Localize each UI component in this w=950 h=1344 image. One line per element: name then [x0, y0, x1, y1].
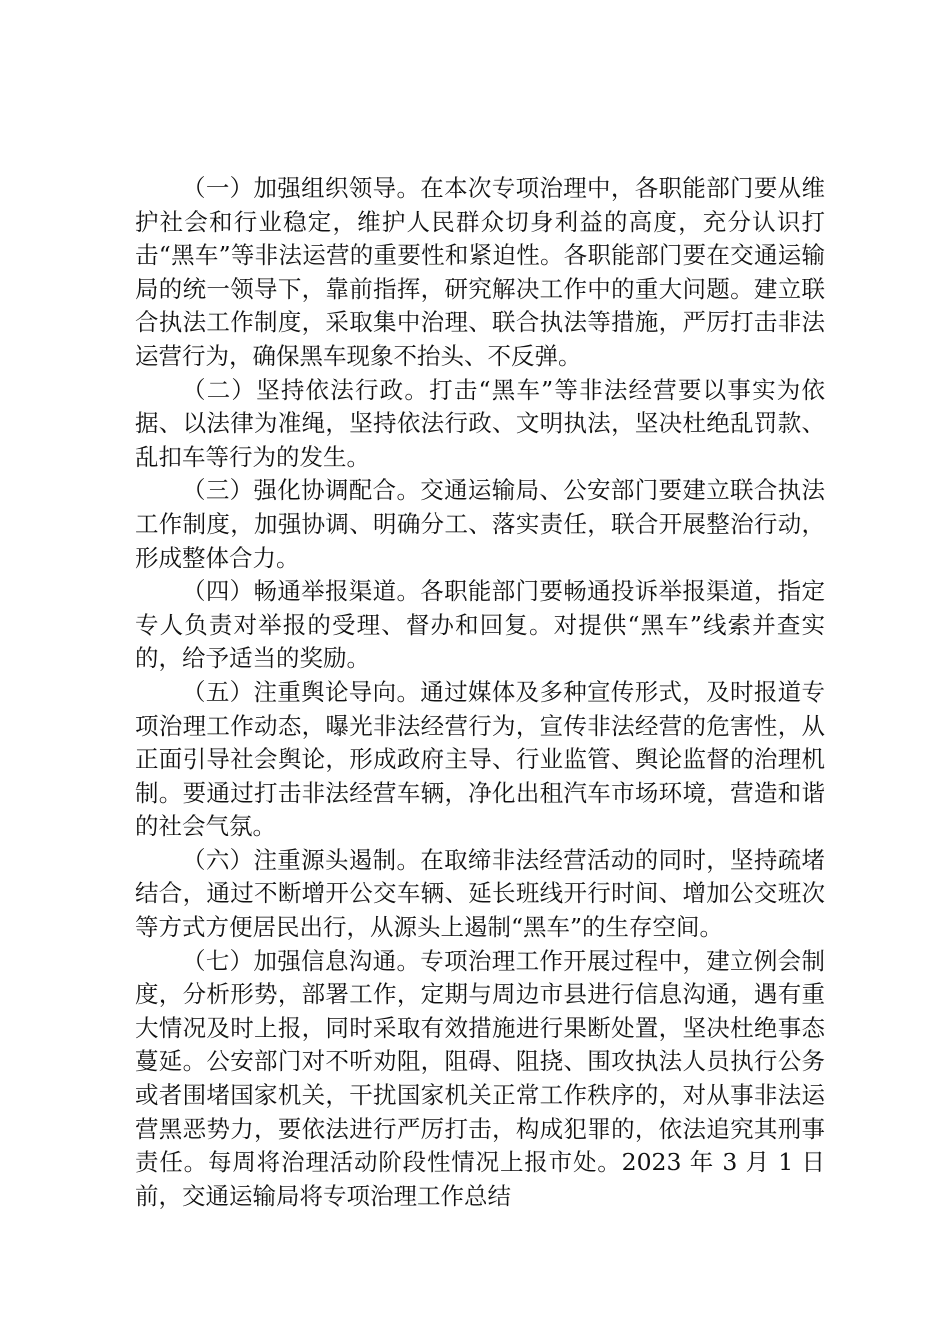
document-body: [135, 172, 825, 1213]
paragraph-coordination: （三）强化协调配合。交通运输局、公安部门要建立联合执法工作制度，加强协调、明确分工、落实责任，联合开展整治行动，形成整体合力。: [135, 476, 825, 572]
paragraph-lawful-administration: （二）坚持依法行政。打击“黑车”等非法经营要以事实为依据、以法律为准绳，坚持依法行政、文明执法，坚决杜绝乱罚款、乱扣车等行为的发生。: [135, 375, 825, 471]
paragraph-reporting-channels: （四）畅通举报渠道。各职能部门要畅通投诉举报渠道，指定专人负责对举报的受理、督办和回复。对提供“黑车”线索并查实的，给予适当的奖励。: [135, 577, 825, 673]
paragraph-source-control: （六）注重源头遏制。在取缔非法经营活动的同时，坚持疏堵结合，通过不断增开公交车辆、延长班线开行时间、增加公交班次等方式方便居民出行，从源头上遏制“黑车”的生存空间。: [135, 845, 825, 942]
paragraph-public-opinion: （五）注重舆论导向。通过媒体及多种宣传形式，及时报道专项治理工作动态，曝光非法经营行为，宣传非法经营的危害性，从正面引导社会舆论，形成政府主导、行业监管、舆论监督的治理机制。要通过打击非法经营车辆，净化出租汽车市场环境，营造和谐的社会气氛。: [135, 677, 825, 841]
paragraph-information-communication: （七）加强信息沟通。专项治理工作开展过程中，建立例会制度，分析形势，部署工作，定期与周边市县进行信息沟通，遇有重大情况及时上报，同时采取有效措施进行果断处置，坚决杜绝事态蔓延。公安部门对不听劝阻，阻碍、阻挠、围攻执法人员执行公务或者围堵国家机关，干扰国家机关正常工作秩序的，对从事非法运营黑恶势力，要依法进行严厉打击，构成犯罪的，依法追究其刑事责任。每周将治理活动阶段性情况上报市处。2023 年 3 月 1 日前，交通运输局将专项治理工作总结: [135, 946, 825, 1210]
paragraph-strengthen-leadership: （一）加强组织领导。在本次专项治理中，各职能部门要从维护社会和行业稳定，维护人民群众切身利益的高度，充分认识打击“黑车”等非法运营的重要性和紧迫性。各职能部门要在交通运输局的统一领导下，靠前指挥，研究解决工作中的重大问题。建立联合执法工作制度，采取集中治理、联合执法等措施，严厉打击非法运营行为，确保黑车现象不抬头、不反弹。: [135, 174, 825, 370]
